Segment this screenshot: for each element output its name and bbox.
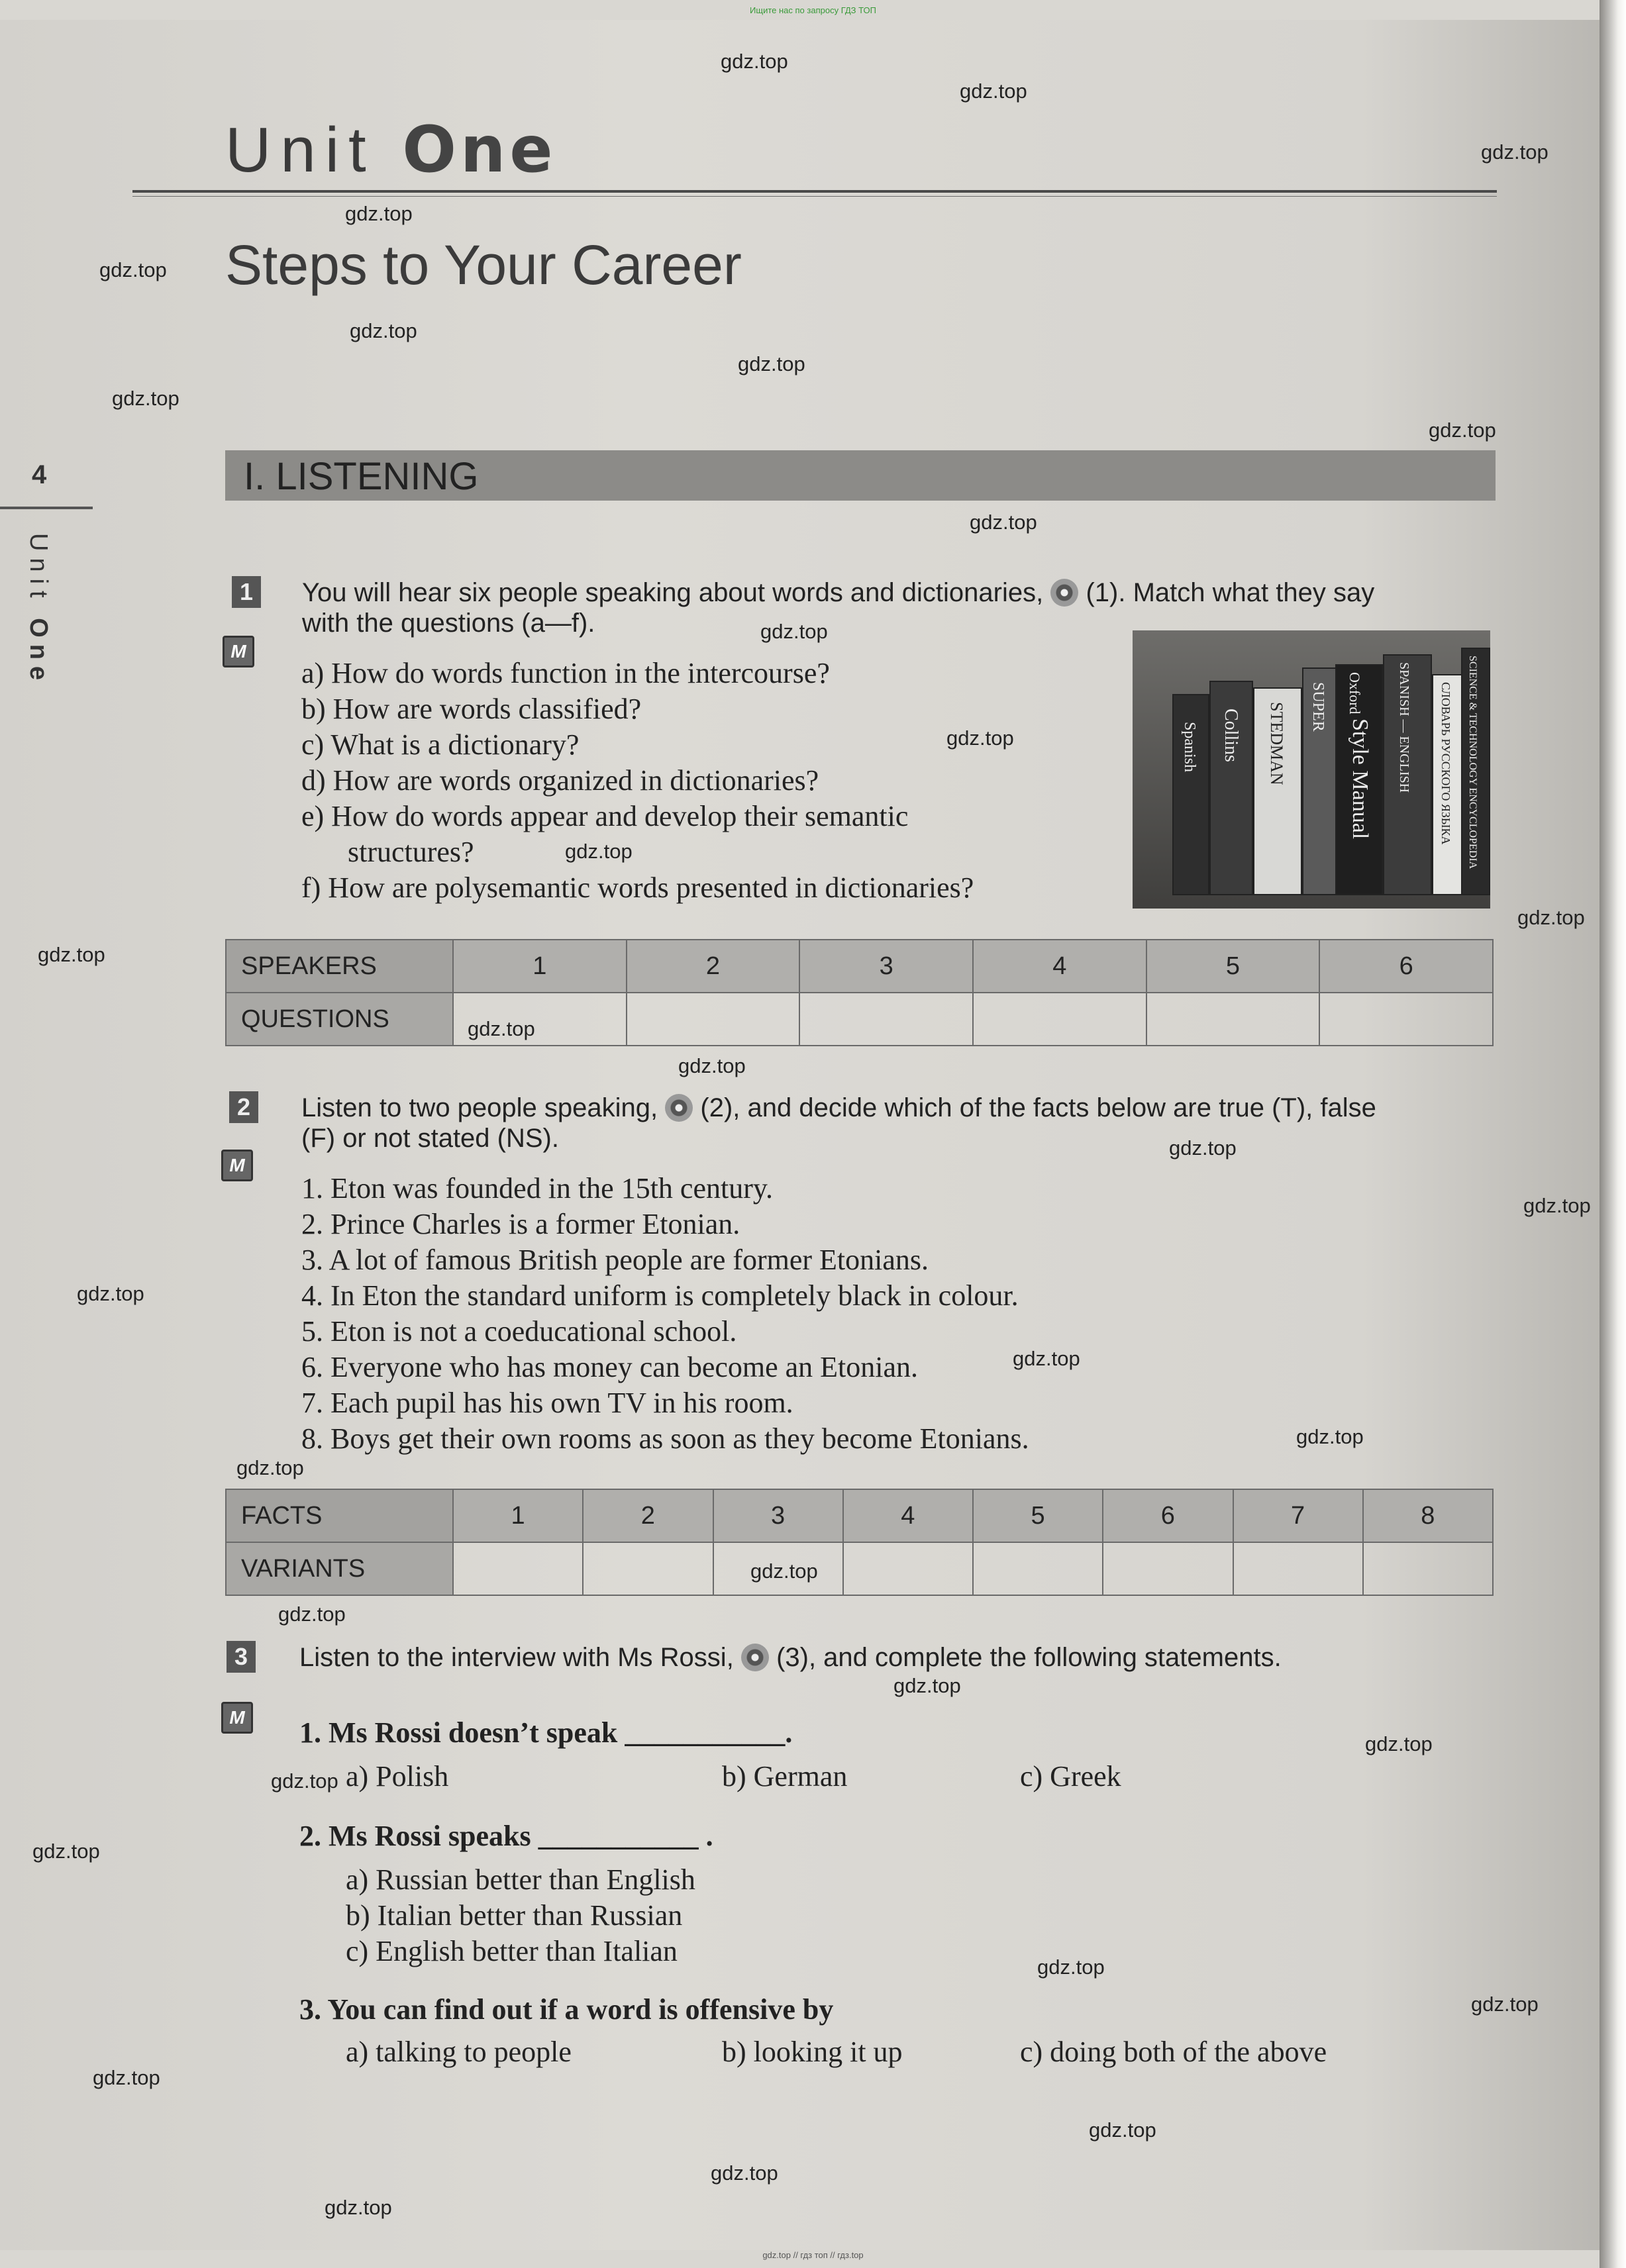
answer-cell[interactable]	[1319, 993, 1493, 1046]
task2-answer-table	[225, 1489, 1494, 1596]
task3-option: b) looking it up	[722, 2036, 903, 2068]
side-label: Unit	[25, 533, 52, 605]
watermark: gdz.top	[350, 319, 417, 342]
dictionaries-photo	[1133, 630, 1490, 909]
answer-cell[interactable]	[973, 993, 1146, 1046]
table-row	[226, 1489, 1493, 1542]
unit-word: Unit	[225, 115, 376, 185]
table-cell: 1	[453, 1489, 583, 1542]
page-edge	[1600, 0, 1626, 2268]
task2-item: 8. Boys get their own rooms as soon as they become Etonians.	[301, 1422, 1029, 1455]
cd-icon	[1050, 579, 1078, 607]
task1-item: a) How do words function in the intercourse?	[301, 657, 830, 689]
answer-cell[interactable]	[799, 993, 973, 1046]
side-label-bold: One	[25, 618, 52, 687]
task3-number: 3	[227, 1641, 256, 1673]
watermark: gdz.top	[565, 840, 633, 863]
watermark: gdz.top	[1296, 1425, 1364, 1448]
watermark: gdz.top	[1471, 1993, 1539, 2016]
answer-cell[interactable]	[627, 993, 800, 1046]
watermark: gdz.top	[946, 726, 1014, 750]
page-number-rule	[0, 507, 93, 509]
watermark: gdz.top	[468, 1017, 535, 1040]
watermark: gdz.top	[1429, 419, 1496, 442]
bottom-note: gdz.top // гдз топ // гдз.top	[762, 2250, 864, 2260]
task2-item: 6. Everyone who has money can become an Etonian.	[301, 1351, 919, 1383]
table-header: VARIANTS	[226, 1542, 453, 1595]
task3-question: 1. Ms Rossi doesn’t speak ___________.	[299, 1716, 793, 1749]
watermark: gdz.top	[1169, 1136, 1237, 1159]
book-spine-text: SPANISH — ENGLISH	[1397, 662, 1411, 793]
watermark: gdz.top	[77, 1282, 144, 1305]
page-number: 4	[32, 460, 47, 489]
task1-instr-part1: You will hear six people speaking about words and dictionaries,	[302, 578, 1044, 607]
watermark: gdz.top	[760, 620, 828, 643]
watermark: gdz.top	[112, 387, 179, 410]
task3-option: a) talking to people	[346, 2036, 572, 2068]
watermark: gdz.top	[750, 1559, 818, 1583]
task2-item: 4. In Eton the standard uniform is completely black in colour.	[301, 1279, 1019, 1312]
watermark: gdz.top	[1365, 1732, 1433, 1755]
watermark: gdz.top	[271, 1769, 338, 1793]
unit-name: One	[402, 113, 557, 187]
table-cell: 3	[713, 1489, 843, 1542]
task3-instr-part1: Listen to the interview with Ms Rossi,	[299, 1643, 734, 1672]
watermark: gdz.top	[970, 511, 1037, 534]
task3-question: 2. Ms Rossi speaks ___________ .	[299, 1820, 713, 1852]
book-spine-text: Style Manual	[1348, 718, 1372, 840]
book	[1302, 667, 1337, 895]
answer-cell[interactable]	[453, 1542, 583, 1595]
book-spine-text: STEDMAN	[1267, 702, 1286, 785]
table-cell: 4	[973, 940, 1146, 993]
cd-icon	[665, 1094, 693, 1122]
table-cell: 3	[799, 940, 973, 993]
task2-item: 5. Eton is not a coeducational school.	[301, 1315, 737, 1348]
watermark: gdz.top	[1037, 1955, 1105, 1979]
task2-number: 2	[229, 1091, 258, 1123]
table-cell: 2	[583, 1489, 713, 1542]
watermark: gdz.top	[893, 1674, 961, 1697]
book	[1432, 674, 1462, 895]
answer-cell[interactable]	[1363, 1542, 1493, 1595]
book-spine-text: Collins	[1221, 709, 1241, 762]
task1-item: structures?	[348, 836, 474, 868]
watermark: gdz.top	[236, 1456, 304, 1479]
watermark: gdz.top	[738, 352, 805, 375]
task2-instr-part1: Listen to two people speaking,	[301, 1093, 658, 1122]
task2-item: 2. Prince Charles is a former Etonian.	[301, 1208, 740, 1240]
side-unit-label	[24, 533, 52, 687]
watermark: gdz.top	[325, 2196, 392, 2219]
task1-item: f) How are polysemantic words presented in dictionaries?	[301, 871, 974, 904]
top-note: Ищите нас по запросу ГДЗ ТОП	[750, 5, 876, 15]
book-spine-text: СЛОВАРЬ РУССКОГО ЯЗЫКА	[1439, 682, 1452, 845]
watermark: gdz.top	[38, 943, 105, 966]
task1-item: b) How are words classified?	[301, 693, 642, 725]
heading-rule-thin	[132, 196, 1497, 197]
task3-mark-icon: M	[221, 1702, 253, 1734]
book-spine-text: SCIENCE & TECHNOLOGY ENCYCLOPEDIA	[1467, 656, 1478, 869]
answer-cell[interactable]	[1233, 1542, 1363, 1595]
watermark: gdz.top	[278, 1602, 346, 1626]
watermark: gdz.top	[1089, 2118, 1156, 2142]
unit-heading	[225, 113, 556, 187]
task2-mark-icon: M	[221, 1150, 253, 1181]
table-header: QUESTIONS	[226, 993, 453, 1046]
book-spine-text: Oxford	[1347, 672, 1363, 715]
task2-instr-part2: (2), and decide which of the facts below are true (T), false	[700, 1093, 1376, 1122]
table-cell: 5	[1146, 940, 1320, 993]
task1-mark-icon: M	[223, 636, 254, 667]
task3-question: 3. You can find out if a word is offensive by	[299, 1993, 834, 2026]
task3-instr-part2: (3), and complete the following statements.	[776, 1643, 1282, 1672]
watermark: gdz.top	[93, 2066, 160, 2089]
heading-rule	[132, 190, 1497, 193]
answer-cell[interactable]	[973, 1542, 1103, 1595]
task1-number: 1	[232, 576, 261, 608]
task1-item: d) How are words organized in dictionaries?	[301, 764, 819, 797]
watermark: gdz.top	[1481, 140, 1549, 164]
cd-icon	[741, 1644, 769, 1671]
watermark: gdz.top	[1523, 1194, 1591, 1217]
table-row	[226, 1542, 1493, 1595]
answer-cell[interactable]	[583, 1542, 713, 1595]
watermark: gdz.top	[1517, 906, 1585, 929]
table-cell: 4	[843, 1489, 973, 1542]
task3-option: c) doing both of the above	[1020, 2036, 1327, 2068]
task3-option: c) Greek	[1020, 1760, 1121, 1793]
watermark: gdz.top	[99, 258, 167, 281]
task2-item: 1. Eton was founded in the 15th century.	[301, 1172, 773, 1205]
book	[1335, 664, 1383, 895]
section-title: I. LISTENING	[244, 455, 479, 498]
table-header: FACTS	[226, 1489, 453, 1542]
task1-instruction	[302, 577, 1374, 608]
answer-cell[interactable]	[1146, 993, 1320, 1046]
task3-option: b) Italian better than Russian	[346, 1899, 683, 1932]
task1-answer-table	[225, 939, 1494, 1046]
table-row	[226, 993, 1493, 1046]
task3-option: c) English better than Italian	[346, 1935, 678, 1967]
table-cell: 6	[1103, 1489, 1233, 1542]
book-spine-text: Spanish	[1181, 722, 1198, 773]
table-row	[226, 940, 1493, 993]
task3-instruction	[299, 1642, 1282, 1673]
table-cell: 8	[1363, 1489, 1493, 1542]
book	[1209, 681, 1253, 895]
table-cell: 7	[1233, 1489, 1363, 1542]
watermark: gdz.top	[721, 50, 788, 73]
book	[1253, 687, 1302, 895]
book	[1383, 654, 1432, 895]
table-cell: 6	[1319, 940, 1493, 993]
task3-option: b) German	[722, 1760, 848, 1793]
table-cell: 2	[627, 940, 800, 993]
task3-option: a) Russian better than English	[346, 1863, 695, 1896]
watermark: gdz.top	[711, 2161, 778, 2185]
answer-cell[interactable]	[843, 1542, 973, 1595]
task1-instr-part2: (1). Match what they say	[1086, 578, 1375, 607]
watermark: gdz.top	[678, 1054, 746, 1077]
watermark: gdz.top	[32, 1840, 100, 1863]
book	[1461, 648, 1490, 895]
watermark: gdz.top	[1013, 1347, 1080, 1370]
task2-item: 3. A lot of famous British people are former Etonians.	[301, 1244, 929, 1276]
answer-cell[interactable]	[1103, 1542, 1233, 1595]
task2-instruction-line2: (F) or not stated (NS).	[301, 1124, 559, 1153]
watermark: gdz.top	[960, 79, 1027, 103]
task1-item: c) What is a dictionary?	[301, 728, 580, 761]
task2-instruction	[301, 1093, 1376, 1123]
task1-instruction-line2: with the questions (a—f).	[302, 609, 595, 638]
task3-option: a) Polish	[346, 1760, 449, 1793]
task1-item: e) How do words appear and develop their semantic	[301, 800, 909, 832]
table-header: SPEAKERS	[226, 940, 453, 993]
table-cell: 5	[973, 1489, 1103, 1542]
chapter-title: Steps to Your Career	[225, 234, 742, 296]
book	[1172, 694, 1209, 895]
book-spine-text: SUPER	[1309, 682, 1327, 732]
table-cell: 1	[453, 940, 627, 993]
watermark: gdz.top	[345, 202, 413, 225]
task2-item: 7. Each pupil has his own TV in his room.	[301, 1387, 793, 1419]
